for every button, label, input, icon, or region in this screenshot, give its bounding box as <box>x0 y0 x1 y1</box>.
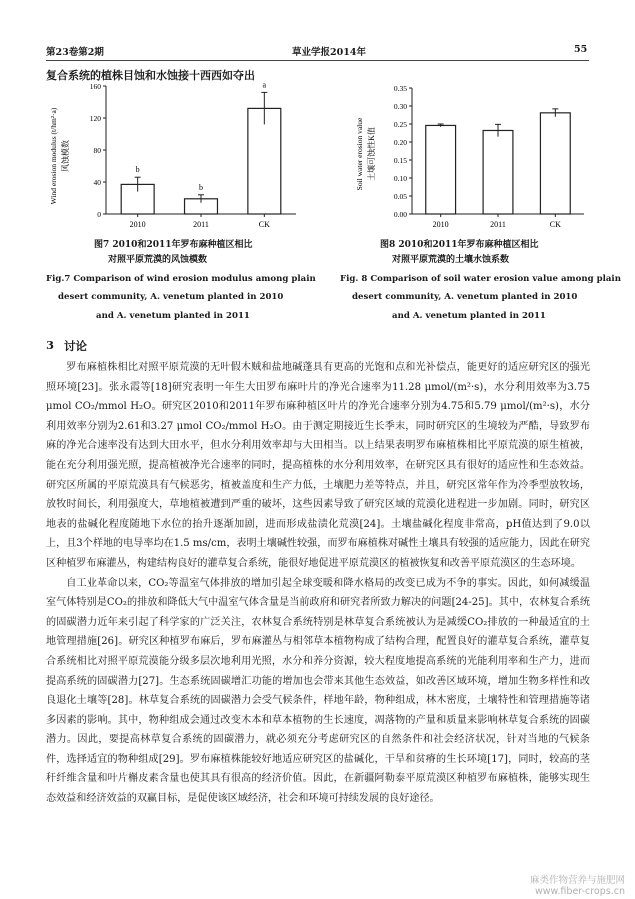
fig8-y-tick-label: 0.00 <box>393 210 407 219</box>
fig7-caption-cn-2: 对照平原荒漠的风蚀模数 <box>108 255 208 265</box>
fig8-y-tick-label: 0.35 <box>393 84 407 93</box>
fig8-y-tick-label: 0.30 <box>393 102 407 111</box>
fig8-y-tick-label: 0.20 <box>393 138 407 147</box>
running-header-journal-issue: 第23卷第2期 <box>46 47 104 58</box>
fig7-x-tick-label: 2011 <box>193 220 209 229</box>
fig8-bar <box>540 113 570 214</box>
fig7-ylabel-en: Wind erosion modulus (t/hm²·a) <box>49 107 58 205</box>
fig8-caption-en-1: Fig. 8 Comparison of soil water erosion value among plain <box>340 274 621 284</box>
fig8-y-tick-label: 0.10 <box>393 174 407 183</box>
fig8-y-tick-label: 0.15 <box>393 156 407 165</box>
fig8-x-tick-label: CK <box>549 220 561 229</box>
fig8-y-tick-label: 0.05 <box>393 192 407 201</box>
paragraph-2: 自工业革命以来，CO₂等温室气体排放的增加引起全球变暖和降水格局的改变已成为不争的事实。因此，如何减缓温室气体特别是CO₂的排放和降低大气中温室气体含量是当前政府和研究者所致力解决的问题[24-25]。其中，农林复合系统的固碳潜力近年来引起了科学家的广泛关注，农林复合系统特别是林草复合系统被认为是减缓CO₂排放的一种最适宜的土地管理措施[26]。研究区种植罗布麻后，罗布麻灌丛与相邻草本植物构成了结构合理，配置良好的灌草复合系统，灌草复合系统相比对照平原荒漠能分级多层次地利用光照，水分和养分资源，较大程度地提高系统的光能利用率和生产力，进而提高系统的固碳潜力[27]。生态系统固碳增汇功能的增加也会带来其他生态效益，如改善区域环境，增加生物多样性和改良退化土壤等[28]。林草复合系统的固碳潜力会受气候条件，样地年龄，物种组成，林木密度，土壤特性和管理措施等诸多因素的影响。其中，物种组成会通过改变木本和草本植物的生长速度，凋落物的产量和质量来影响林草复合系统的固碳潜力。因此，要提高林草复合系统的固碳潜力，就必须充分考虑研究区的自然条件和社会经济状况，针对当地的气候条件，选择适宜的物种组成[29]。罗布麻植株能较好地适应研究区的盐碱化，干旱和贫瘠的生长环境[17]，同时，较高的茎秆纤维含量和叶片槲皮素含量也使其具有很高的经济价值。因此，在新疆阿勒泰平原荒漠区种植罗布麻植株，能够实现生态效益和经济效益的双赢目标，是促使该区域经济，社会和环境可持续发展的良好途径。 <box>46 577 590 805</box>
fig7-x-tick-label: CK <box>258 220 270 229</box>
fig8-ylabel-en: Soil water erosion value <box>355 117 364 191</box>
fig7-caption-en-3: and A. venetum planted in 2011 <box>96 311 250 321</box>
fig7-ylabel-cn: 风蚀模数 <box>61 140 70 172</box>
fig7-y-tick-label: 80 <box>93 146 101 155</box>
fig8-y-tick-label: 0.25 <box>393 120 407 129</box>
fig8-caption-en-3: and A. venetum planted in 2011 <box>392 311 546 321</box>
fig8-bar <box>426 125 456 214</box>
overlapped-text-fragment: 复合系统的植株目蚀和水蚀接十西西如夺出 <box>46 69 255 82</box>
figure-7-chart <box>46 78 306 238</box>
watermark-line-2: www.fiber-crops.cn <box>534 886 625 897</box>
watermark-line-1: 麻类作物营养与施肥网 <box>529 875 625 886</box>
fig8-caption-cn-1: 图8 2010和2011年罗布麻种植区相比 <box>380 240 539 250</box>
fig7-significance-label: b <box>199 182 203 192</box>
watermark <box>530 875 625 897</box>
paragraph-1: 罗布麻植株相比对照平原荒漠的无叶假木贼和盐地碱蓬具有更高的光饱和点和光补偿点，能更好的适应研究区的强光照环境[23]。张永霞等[18]研究表明一年生大田罗布麻叶片的净光合速率为11.28 μmol/(m²·s)，水分利用效率为3.75 μmol CO₂/mmol H₂O。研究区2010和2011年罗布麻种植区叶片的净光合速率分别为4.75和5.79 μmol/(m²·s)，水分利用效率分别为2.61和3.27 μmol CO₂/mmol H₂O。由于测定期接近生长季末，同时研究区的生境较为严酷，导致罗布麻的净光合速率没有达到大田水平，但水分利用效率却与大田相当。以上结果表明罗布麻植株相比平原荒漠的原生植被，能在充分利用强光照，提高植被净光合速率的同时，提高植株的水分利用效率，在研究区具有很好的适应性和生态效益。研究区所属的平原荒漠具有气候恶劣，植被盖度和生产力低，土壤肥力差等特点，并且，研究区常年作为冷季型放牧场，放牧时间长，利用强度大，草地植被遭到严重的破坏，这些因素导致了研究区域的荒漠化进程进一步加剧。同时，研究区地表的盐碱化程度随地下水位的抬升逐渐加剧，进而形成盐渍化荒漠[24]。土壤盐碱化程度非常高，pH值达到了9.0以上，且3个样地的电导率均在1.5 ms/cm，表明土壤碱性较强，而罗布麻植株对碱性土壤具有较强的适应能力，因此在研究区种植罗布麻灌丛，构建结构良好的灌草复合系统，能很好地促进平原荒漠区的植被恢复和改善平原荒漠区的生态环境。 <box>46 362 590 569</box>
body-text <box>46 358 590 809</box>
fig7-caption-en-1: Fig.7 Comparison of wind erosion modulus among plain <box>46 274 316 284</box>
fig7-significance-label: b <box>135 165 140 175</box>
fig7-significance-label: a <box>262 80 267 90</box>
fig7-y-tick-label: 0 <box>97 210 101 219</box>
fig7-y-tick-label: 40 <box>93 178 101 187</box>
fig8-x-tick-label: 2010 <box>432 220 449 229</box>
running-header-journal-title: 草业学报2014年 <box>292 47 366 58</box>
section-number: 3 <box>46 338 55 352</box>
fig7-y-tick-label: 120 <box>89 114 101 123</box>
fig8-caption-cn-2: 对照平原荒漠的土壤水蚀系数 <box>392 255 510 265</box>
fig8-caption-en-2: desert community, A. venetum planted in 2010 <box>352 292 578 302</box>
fig7-x-tick-label: 2010 <box>129 220 146 229</box>
fig7-caption-cn-1: 图7 2010和2011年罗布麻种植区相比 <box>94 240 253 250</box>
fig8-ylabel-cn: 土壤可蚀性K值 <box>367 127 376 181</box>
header-rule <box>46 60 589 61</box>
fig7-y-tick-label: 160 <box>89 82 101 91</box>
fig7-caption-en-2: desert community, A. venetum planted in 2010 <box>58 292 284 302</box>
section-title: 讨论 <box>64 339 87 353</box>
fig8-x-tick-label: 2011 <box>490 220 506 229</box>
page-number: 55 <box>574 44 588 55</box>
figure-8-chart <box>352 78 592 238</box>
fig8-bar <box>483 130 513 214</box>
